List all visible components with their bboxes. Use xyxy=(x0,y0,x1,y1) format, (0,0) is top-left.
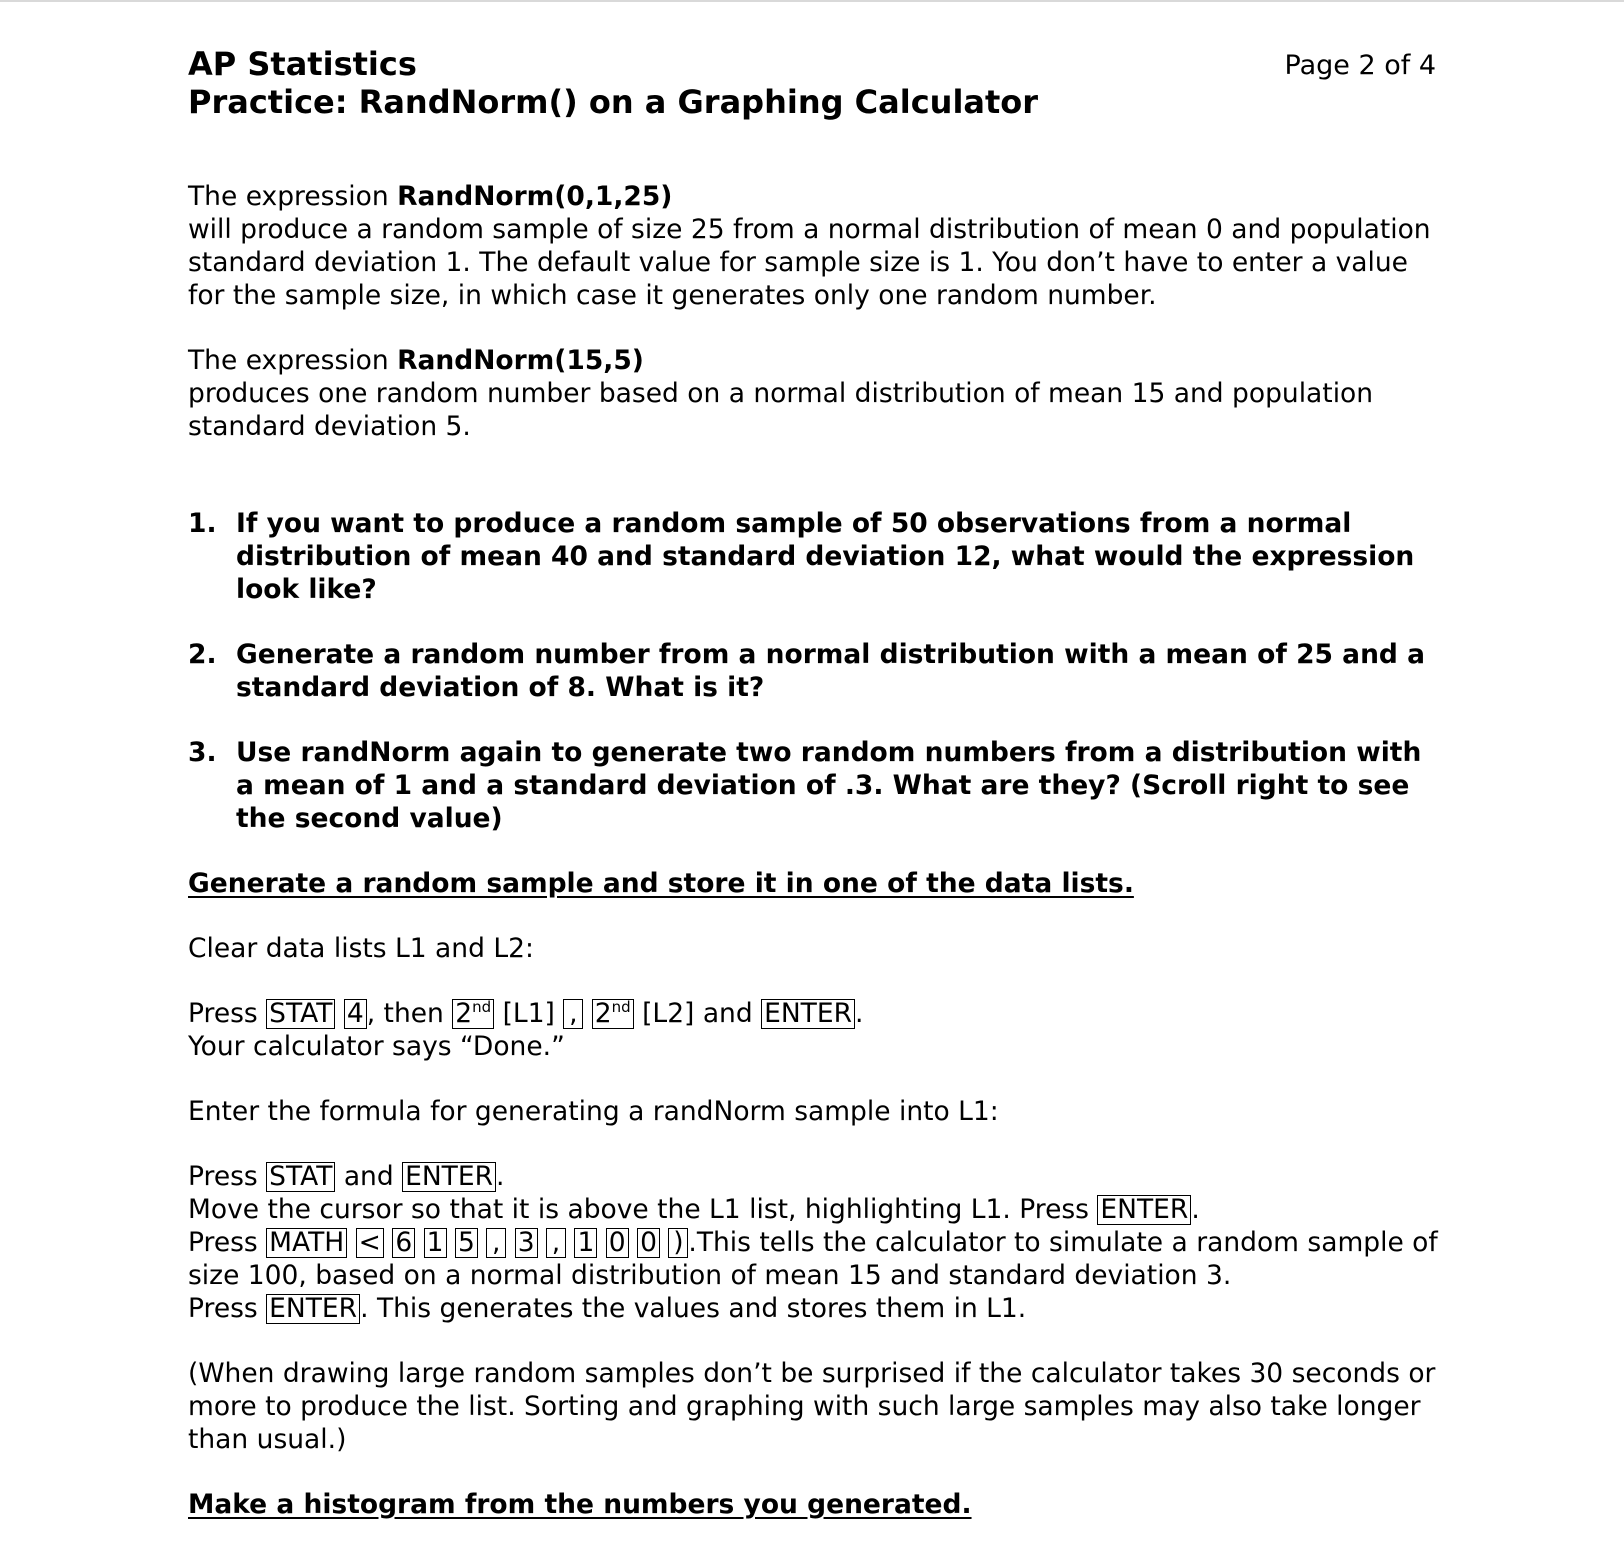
top-border xyxy=(0,0,1624,2)
question-number: 1. xyxy=(188,508,217,539)
key-enter: ENTER xyxy=(761,999,855,1029)
expression-randnorm-0-1-25: RandNorm(0,1,25) xyxy=(397,181,673,212)
intro-body: will produce a random sample of size 25 from a normal distribution of mean 0 and population standard deviation 1. The default value for sample size is 1. You don’t have to enter a value for the sample size, in which case it generates only one random number. xyxy=(188,214,1431,311)
question-text: Generate a random number from a normal distribution with a mean of 25 and a standard deviation of 8. What is it? xyxy=(236,639,1426,703)
key-1: 1 xyxy=(424,1228,447,1258)
intro-paragraph-1 xyxy=(188,180,1438,312)
key-5: 5 xyxy=(455,1228,478,1258)
key-6: 6 xyxy=(392,1228,415,1258)
course-title: AP Statistics xyxy=(188,45,417,83)
key-less-than: < xyxy=(356,1228,384,1258)
expression-randnorm-15-5: RandNorm(15,5) xyxy=(397,345,644,376)
section-heading-generate: Generate a random sample and store it in one of the data lists. xyxy=(188,868,1134,899)
key-2nd: 2nd xyxy=(592,999,634,1029)
intro-lead: The expression xyxy=(188,345,398,376)
document-body xyxy=(188,180,1438,1521)
key-stat: STAT xyxy=(266,999,335,1029)
question-text: If you want to produce a random sample of 50 observations from a normal distribution of mean 40 and standard deviation 12, what would the expression look like? xyxy=(236,508,1415,605)
question-item xyxy=(188,507,1438,606)
key-enter: ENTER xyxy=(266,1294,360,1324)
key-2nd: 2nd xyxy=(452,999,494,1029)
key-enter: ENTER xyxy=(402,1162,496,1192)
page-number: Page 2 of 4 xyxy=(1284,50,1436,81)
key-0: 0 xyxy=(606,1228,629,1258)
key-comma: , xyxy=(546,1228,566,1258)
key-4: 4 xyxy=(344,999,367,1029)
key-close-paren: ) xyxy=(668,1228,688,1258)
intro-paragraph-2 xyxy=(188,344,1438,443)
question-number: 2. xyxy=(188,639,217,670)
key-0: 0 xyxy=(637,1228,660,1258)
question-item xyxy=(188,736,1438,835)
done-text: Your calculator says “Done.” xyxy=(188,1031,565,1062)
intro-lead: The expression xyxy=(188,181,398,212)
formula-title: Enter the formula for generating a randNorm sample into L1: xyxy=(188,1096,999,1127)
key-math: MATH xyxy=(266,1228,347,1258)
section-heading-histogram: Make a histogram from the numbers you generated. xyxy=(188,1489,972,1520)
question-list xyxy=(188,507,1438,835)
page-title: Practice: RandNorm() on a Graphing Calculator xyxy=(188,83,1039,121)
formula-instructions: Press STAT and ENTER . Move the cursor so that it is above the L1 list, highlighting L1. Press ENTER . Press MATH < 6 1 5 , 3 , 1 0 0 ) .This tells the calculator to simulate a random sample of size 100, based on a normal distribution of mean 15 and standard deviation 3. Press ENTER . This generates the values and stores them in L1. xyxy=(188,1161,1438,1324)
key-3: 3 xyxy=(515,1228,538,1258)
clear-lists-instructions: Press STAT 4 , then 2nd [L1] , 2nd [L2] and ENTER . Your calculator says “Done.” xyxy=(188,998,864,1062)
intro-body: produces one random number based on a normal distribution of mean 15 and population standard deviation 5. xyxy=(188,378,1374,442)
key-stat: STAT xyxy=(266,1162,335,1192)
question-text: Use randNorm again to generate two random numbers from a distribution with a mean of 1 and a standard deviation of .3. What are they? (Scroll right to see the second value) xyxy=(236,737,1422,834)
key-1: 1 xyxy=(574,1228,597,1258)
question-item xyxy=(188,638,1438,704)
key-comma: , xyxy=(486,1228,506,1258)
question-number: 3. xyxy=(188,737,217,768)
key-comma: , xyxy=(563,999,583,1029)
key-enter: ENTER xyxy=(1097,1195,1191,1225)
clear-lists-title: Clear data lists L1 and L2: xyxy=(188,933,534,964)
document-header xyxy=(188,45,1038,121)
note-paragraph: (When drawing large random samples don’t be surprised if the calculator takes 30 seconds or more to produce the list. Sorting and graphing with such large samples may also take longer than usual.) xyxy=(188,1358,1436,1455)
